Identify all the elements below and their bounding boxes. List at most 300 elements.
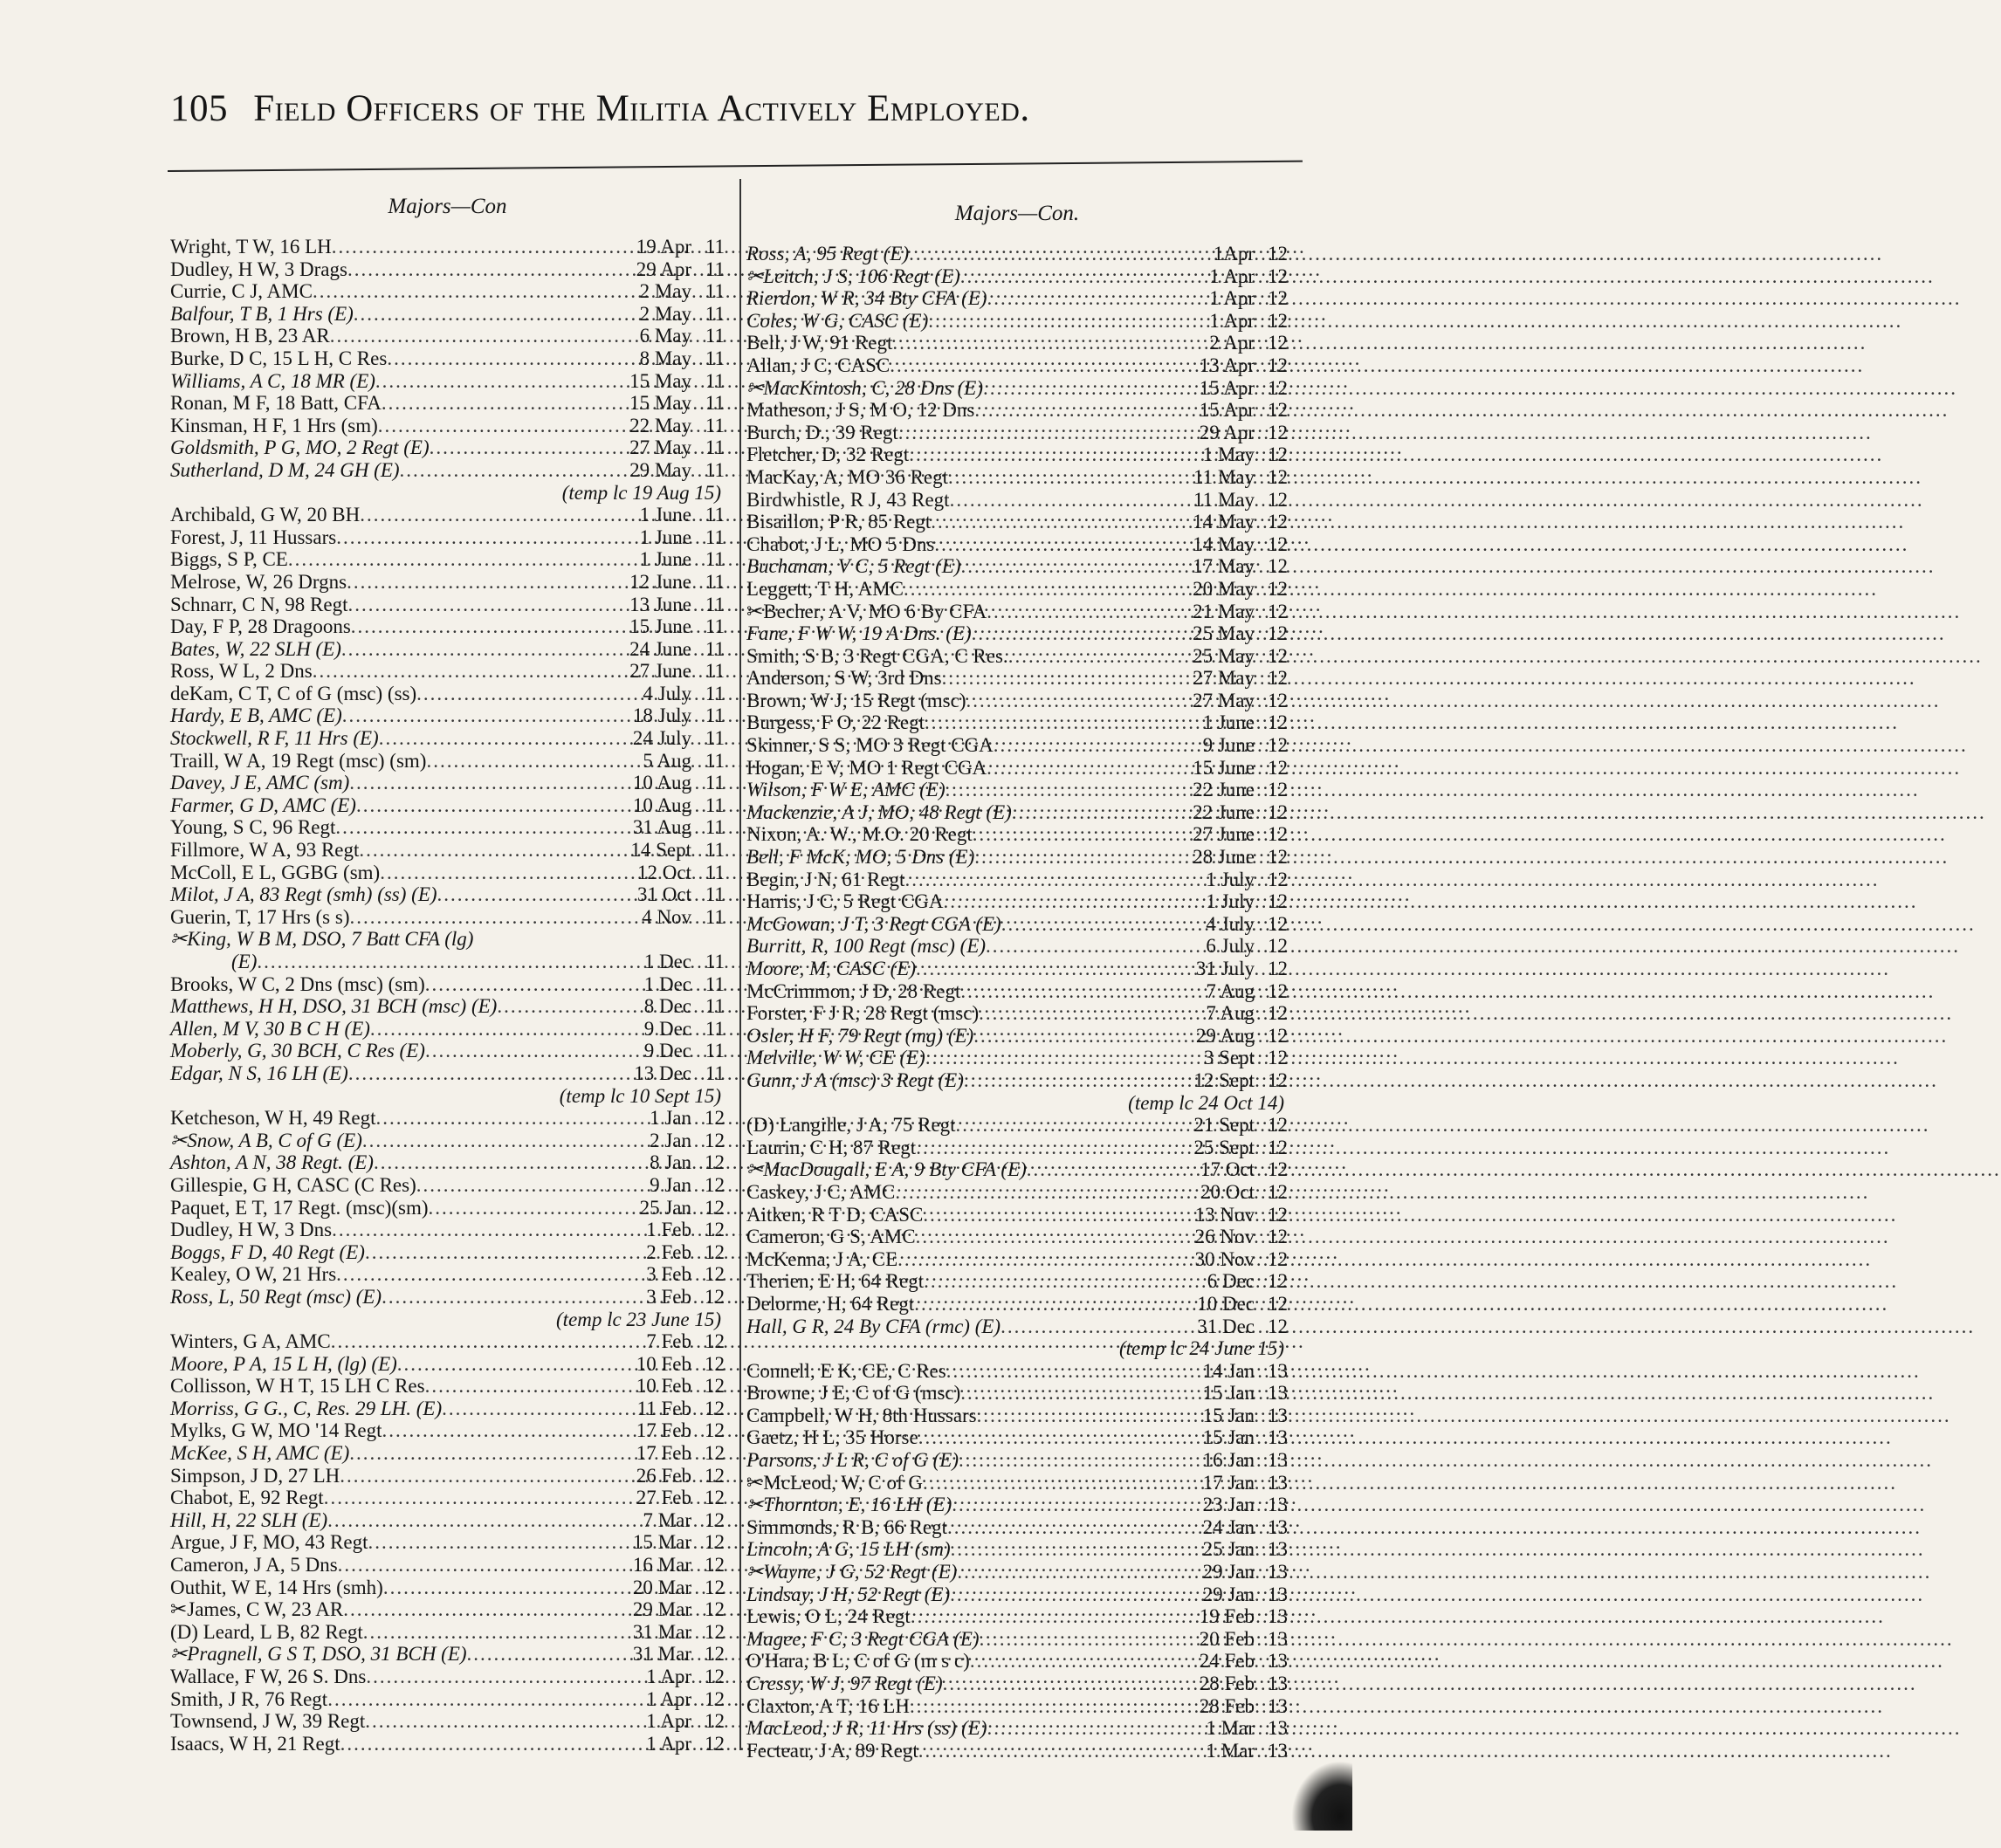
officer-name: Townsend, J W, 39 Regt [170,1710,366,1733]
leader-dots [983,377,1198,400]
officer-name: Lindsay, J H, 52 Regt (E) [746,1583,951,1605]
leader-dots [397,1353,635,1376]
officer-name: Birdwhistle, R J, 43 Regt [746,488,950,511]
leader-dots [923,1204,1193,1226]
appointment-year: 12 [705,1263,725,1286]
appointment-year: 11 [705,660,725,683]
appointment-year: 11 [705,369,725,392]
appointment-year: 12 [705,1285,725,1308]
leader-dots [987,287,1208,310]
appointment-date: 25 Sept [1193,1136,1255,1158]
appointment-year: 11 [705,972,725,995]
appointment-date: 1 July [1206,890,1255,913]
leader-dots [950,489,1192,512]
leader-dots [383,1577,631,1599]
appointment-year: 12 [1268,532,1288,555]
officer-name: Archibald, G W, 20 BH [170,504,361,526]
leader-dots [327,1509,641,1532]
appointment-year: 12 [705,1666,725,1687]
list-item [746,601,1288,623]
appointment-year: 12 [1268,511,1288,533]
officer-name: Rierdon, W R, 34 Bty CFA (E) [746,287,987,310]
officer-name: Traill, W A, 19 Regt (msc) (sm) [170,749,427,772]
appointment-date: 1 June [1202,711,1255,734]
list-item [170,1062,725,1085]
leader-dots [925,711,1201,734]
appointment-date: 14 May [1193,511,1255,533]
appointment-date: 15 May [629,392,691,415]
list-item [746,1360,1288,1383]
appointment-year: 11 [705,258,725,280]
leader-dots [349,906,640,929]
list-item [170,526,725,549]
leader-dots [952,1494,1200,1516]
appointment-date: 25 May [1193,644,1255,667]
appointment-year: 12 [1268,1136,1288,1158]
appointment-year: 12 [1268,622,1288,645]
officer-name: Matthews, H H, DSO, 31 BCH (msc) (E) [170,995,498,1018]
leader-dots [366,1666,644,1688]
appointment-date: 2 May [639,280,691,303]
leader-dots [442,1398,635,1420]
leader-dots [925,1047,1202,1069]
list-item [746,734,1288,757]
appointment-year: 11 [705,1061,725,1084]
list-item [170,615,725,638]
leader-dots [497,995,642,1018]
officer-name: Burgess, F O, 22 Regt [746,711,925,734]
leader-dots [382,392,628,415]
appointment-date: 29 Mar [632,1598,691,1621]
list-item [746,1516,1288,1539]
officer-name: Milot, J A, 83 Regt (smh) (ss) (E) [170,883,437,906]
leader-dots [911,1605,1198,1628]
officer-name: Cressy, W J, 97 Regt (E) [746,1673,943,1694]
appointment-date: 3 Feb [646,1263,691,1286]
appointment-date: 15 Apr [1199,399,1255,422]
appointment-date: 24 Jan [1202,1515,1255,1538]
list-item [170,883,725,906]
list-item [170,303,725,326]
appointment-year: 11 [705,861,725,883]
leader-dots [356,794,631,817]
list-item [746,310,1288,333]
appointment-date: 22 June [1193,800,1255,823]
list-item [746,1382,1288,1405]
appointment-year: 12 [1268,1270,1288,1293]
list-item [170,1577,725,1599]
list-item [170,1531,725,1554]
appointment-date: 22 June [1193,779,1255,801]
leader-dots [959,1449,1201,1472]
appointment-date: 17 Jan [1202,1471,1255,1494]
list-item [170,370,725,393]
list-item [746,1316,1288,1338]
appointment-year: 13 [1268,1673,1288,1694]
list-item [746,422,1288,444]
list-item [746,913,1288,936]
appointment-year: 12 [705,1397,725,1419]
appointment-date: 9 Dec [643,1017,691,1040]
appointment-year: 13 [1268,1449,1288,1472]
leader-dots [335,816,631,839]
leader-dots [349,1442,635,1465]
officer-name: Brown, W J, 15 Regt (msc) [746,689,966,711]
leader-dots [960,980,1204,1003]
appointment-year: 12 [1268,823,1288,846]
leader-dots [987,601,1191,623]
appointment-year: 12 [705,1173,725,1196]
list-item [170,1465,725,1487]
page-number: 105 [170,88,228,129]
officer-name: Bates, W, 22 SLH (E) [170,637,341,660]
appointment-year: 12 [1268,868,1288,890]
appointment-date: 20 Feb [1199,1627,1255,1650]
list-item [170,236,725,258]
list-item [746,1538,1288,1561]
list-item [170,594,725,616]
appointment-date: 6 May [639,325,691,347]
officer-name: Wright, T W, 16 LH [170,236,332,258]
officer-name: Fane, F W W, 19 A Dns. (E) [746,622,972,645]
officer-name: Brooks, W C, 2 Dns (msc) (sm) [170,972,425,995]
list-item [746,1025,1288,1048]
list-item [746,958,1288,980]
appointment-date: 15 June [1193,756,1255,779]
officer-name: Aitken, R T D, CASC [746,1203,924,1226]
list-item [170,862,725,884]
list-item [746,1226,1288,1248]
officer-name: ✂MacDougall, E A, 9 Bty CFA (E) [746,1158,1027,1181]
officer-name: Moberly, G, 30 BCH, C Res (E) [170,1040,425,1062]
leader-dots [425,1375,635,1398]
officer-name: Forest, J, 11 Hussars [170,526,337,548]
appointment-year: 12 [1268,332,1288,354]
appointment-year: 11 [705,704,725,727]
appointment-year: 11 [705,1017,725,1040]
appointment-date: 13 Dec [634,1061,691,1084]
appointment-date: 17 Oct [1200,1158,1255,1181]
list-item [746,466,1288,489]
list-item [170,750,725,773]
leader-dots [341,638,628,661]
leader-dots [1012,801,1191,824]
appointment-date: 24 Feb [1199,1650,1255,1673]
list-item [170,1130,725,1152]
list-item [170,1375,725,1398]
appointment-year: 11 [705,727,725,750]
appointment-date: 25 Jan [1202,1538,1255,1561]
leader-dots [961,555,1192,578]
leader-dots [429,1197,638,1219]
appointment-year: 11 [705,325,725,347]
appointment-date: 1 Jan [650,1107,691,1130]
appointment-date: 15 Apr [1199,376,1255,399]
officer-name: ✂Thornton, E, 16 LH (E) [746,1494,952,1516]
appointment-year: 12 [705,1219,725,1241]
officer-name: Mylks, G W, MO '14 Regt [170,1419,382,1442]
list-item [170,951,725,973]
leader-dots [467,1643,631,1666]
officer-name: Skinner, S S, MO 3 Regt CGA [746,734,994,757]
leader-dots [1000,1316,1195,1338]
list-item [170,839,725,862]
list-item [746,1248,1288,1271]
officer-name: Williams, A C, 18 MR (E) [170,369,375,392]
appointment-date: 1 Apr [1209,287,1255,310]
appointment-date: 24 July [632,727,691,750]
appointment-date: 15 June [629,615,691,638]
list-item [170,1419,725,1442]
appointment-year: 12 [705,1129,725,1151]
officer-name: Brown, H B, 23 AR [170,325,330,347]
list-item [746,332,1288,354]
appointment-date: 15 Jan [1202,1404,1255,1426]
appointment-date: 1Apr [1213,243,1255,264]
temp-lc-note: (temp lc 24 June 15) [1118,1337,1284,1360]
appointment-year: 12 [705,1531,725,1554]
list-item [746,757,1288,780]
list-item [746,645,1288,668]
appointment-date: 2 Feb [646,1240,691,1263]
appointment-date: 1 July [1206,868,1255,890]
appointment-year: 13 [1268,1694,1288,1717]
appointment-date: 21 May [1193,600,1255,622]
list-item [170,1174,725,1197]
officer-name: Hill, H, 22 SLH (E) [170,1508,328,1531]
appointment-year: 11 [705,749,725,772]
appointment-date: 1 June [639,548,691,571]
officer-name: (E) [231,951,258,972]
officer-name: Moore, M, CASC (E) [746,958,916,979]
appointment-year: 13 [1268,1650,1288,1673]
appointment-date: 11 May [1193,465,1255,488]
appointment-year: 12 [705,1487,725,1509]
appointment-date: 3 Sept [1203,1047,1255,1069]
temp-lc-note: (temp lc 10 Sept 15) [559,1084,721,1107]
officer-name: Forster, F J R, 28 Regt (msc) [746,1002,980,1025]
appointment-year: 12 [1268,1180,1288,1203]
appointment-date: 5 Aug [643,749,691,772]
appointment-year: 12 [1268,1203,1288,1226]
appointment-date: 20 May [1193,577,1255,600]
list-item [170,1263,725,1286]
right-entries [746,243,1288,1762]
officer-name: ✂MacKintosh, C, 28 Dns (E) [746,376,983,399]
appointment-year: 11 [705,458,725,481]
appointment-year: 12 [705,1620,725,1643]
appointment-date: 27 Feb [636,1487,691,1509]
appointment-year: 12 [1268,264,1288,287]
list-item [170,258,725,281]
appointment-date: 27 June [1193,823,1255,846]
appointment-date: 27 May [1193,689,1255,711]
list-item [746,1740,1288,1762]
officer-name: Therien, E H, 64 Regt [746,1270,925,1293]
officer-name: Gunn, J A (msc) 3 Regt (E) [746,1068,964,1091]
leader-dots [987,1717,1205,1740]
list-item [746,869,1288,891]
appointment-year: 11 [705,793,725,816]
list-item [170,548,725,571]
officer-name: Buchanan, V C, 5 Regt (E) [746,555,961,578]
leader-dots [890,354,1198,377]
list-item [170,1688,725,1711]
officer-name: Kinsman, H F, 1 Hrs (sm) [170,414,378,436]
list-item [170,660,725,683]
officer-name: Winters, G A, AMC [170,1330,331,1353]
appointment-date: 29 Apr [1199,421,1255,443]
officer-name: Campbell, W H, 8th Hussars [746,1404,977,1426]
officer-name: Begin, J N, 61 Regt [746,868,905,890]
appointment-date: 7 Mar [643,1508,691,1531]
officer-name: Chabot, E, 92 Regt [170,1487,324,1509]
leader-dots [430,436,628,459]
officer-name: Sutherland, D M, 24 GH (E) [170,458,400,481]
appointment-date: 10 Dec [1197,1292,1255,1315]
leader-dots [348,594,629,616]
leader-dots [327,1688,644,1711]
appointment-year: 12 [705,1508,725,1531]
leader-dots [375,370,628,393]
appointment-year: 11 [705,392,725,415]
officer-name: Gaetz, H L, 35 Horse [746,1426,918,1449]
appointment-year: 12 [1268,1068,1288,1091]
list-item [170,1442,725,1465]
officer-name: Anderson, S W, 3rd Dns [746,667,942,690]
list-item [746,1561,1288,1584]
leader-dots [904,869,1204,891]
officer-name: Outhit, W E, 14 Hrs (smh) [170,1576,383,1598]
appointment-year: 11 [705,883,725,906]
appointment-date: 1 Dec [643,951,691,972]
appointment-date: 26 Nov [1194,1226,1255,1248]
appointment-date: 25 May [1193,622,1255,645]
leader-dots [918,1740,1205,1762]
leader-dots [934,533,1191,556]
leader-dots [376,1107,649,1130]
appointment-date: 26 Feb [636,1464,691,1487]
appointment-year: 12 [1268,1158,1288,1181]
appointment-date: 1 June [639,504,691,526]
list-item [170,347,725,370]
list-item [170,727,725,750]
appointment-date: 8 May [639,347,691,369]
appointment-year: 12 [705,1107,725,1130]
appointment-date: 31 Mar [632,1620,691,1643]
appointment-date: 11 May [1193,488,1255,511]
appointment-date: 14 Sept [630,839,691,862]
appointment-year: 12 [1268,711,1288,734]
appointment-year: 12 [1268,1114,1288,1137]
officer-name: Coles, W G, CASC (E) [746,309,929,332]
officer-name: Burke, D C, 15 L H, C Res [170,347,388,369]
officer-name: ✂King, W B M, DSO, 7 Batt CFA (lg) [170,928,474,951]
officer-name: Goldsmith, P G, MO, 2 Regt (E) [170,436,430,459]
list-item [746,443,1288,466]
officer-name: Mackenzie, A J, MO, 48 Regt (E) [746,800,1012,823]
officer-name: Bell, F McK, MO, 5 Dns (E) [746,846,975,869]
officer-name: Ketcheson, W H, 49 Regt [170,1107,376,1130]
appointment-date: 19 Feb [1199,1605,1255,1628]
officer-name: Laurin, C H, 87 Regt [746,1136,917,1158]
appointment-year: 11 [705,951,725,972]
appointment-year: 11 [705,682,725,704]
list-item [746,1449,1288,1472]
appointment-date: 7 Aug [1206,979,1255,1002]
appointment-year: 12 [705,1598,725,1621]
appointment-date: 24 June [629,637,691,660]
officer-name: Currie, C J, AMC [170,280,313,303]
leader-dots [974,399,1197,422]
appointment-year: 12 [1268,1292,1288,1315]
officer-name: Kealey, O W, 21 Hrs [170,1263,337,1286]
leader-dots [947,1516,1201,1539]
leader-dots [382,1286,644,1309]
list-item [746,377,1288,400]
appointment-date: 27 May [629,436,691,459]
appointment-date: 12 Oct [637,861,691,883]
ink-blot [1291,1761,1352,1831]
appointment-date: 14 May [1193,532,1255,555]
officer-name: Stockwell, R F, 11 Hrs (E) [170,727,379,750]
appointment-year: 12 [1268,421,1288,443]
appointment-year: 11 [705,436,725,459]
officer-name: Guerin, T, 17 Hrs (s s) [170,905,350,928]
appointment-date: 23 Jan [1202,1494,1255,1516]
officer-name: Cameron, G S, AMC [746,1226,916,1248]
list-item [746,846,1288,869]
appointment-year: 12 [1268,354,1288,376]
appointment-date: 29 Jan [1202,1561,1255,1584]
appointment-date: 7 Feb [646,1330,691,1353]
officer-name: Smith, S B, 3 Regt CGA, C Res. [746,644,1008,667]
appointment-date: 20 Mar [632,1576,691,1598]
list-item [746,1069,1288,1092]
appointment-year: 12 [1268,243,1288,264]
list-item [746,1047,1288,1069]
leader-dots [332,236,635,258]
appointment-year: 13 [1268,1561,1288,1584]
list-item [746,890,1288,913]
appointment-date: 19 Apr [636,236,691,258]
leader-dots [313,660,628,683]
list-item [746,1717,1288,1740]
appointment-date: 15 Mar [632,1531,691,1554]
leader-dots [931,511,1191,533]
officer-name: Hogan, E V, MO 1 Regt CGA [746,756,987,779]
officer-name: Magee, F C, 3 Regt CGA (E) [746,1627,980,1650]
list-item [170,392,725,415]
list-item [170,504,725,526]
officer-name: Day, F P, 28 Dragoons [170,615,351,638]
appointment-year: 12 [1268,600,1288,622]
appointment-year: 12 [705,1554,725,1577]
leader-dots [916,1137,1192,1159]
officer-name: deKam, C T, C of G (msc) (ss) [170,682,417,704]
appointment-year: 12 [705,1643,725,1666]
list-item [170,1643,725,1666]
appointment-year: 12 [705,1687,725,1710]
appointment-year: 12 [1268,577,1288,600]
leader-dots [313,280,638,303]
officer-name: Burritt, R, 100 Regt (msc) (E) [746,935,987,958]
appointment-year: 13 [1268,1494,1288,1516]
officer-name: ✂McLeod, W, C of G [746,1471,923,1494]
right-column-heading: Majors—Con. [954,202,1080,225]
officer-name: Melville, W W, CE (E) [746,1047,925,1069]
leader-dots [956,1114,1193,1137]
